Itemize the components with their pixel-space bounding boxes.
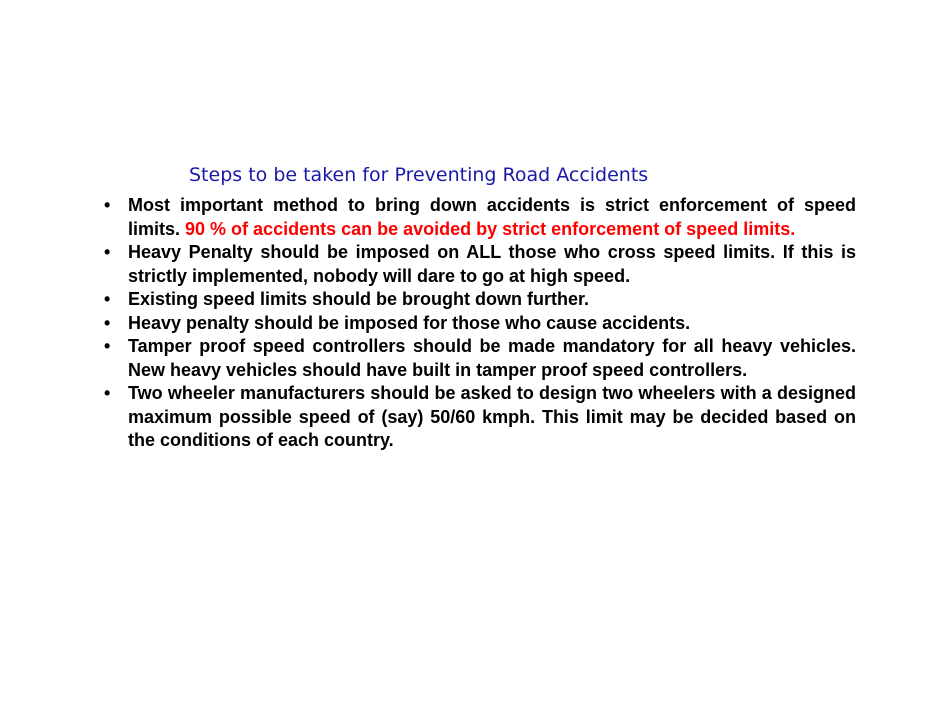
bullet-text: Heavy Penalty should be imposed on ALL those who cross speed limits. If this is strictly implemented, nobody will dare to go at high speed. [128, 242, 856, 286]
bullet-icon: • [104, 383, 111, 403]
bullet-icon: • [104, 336, 111, 356]
bullet-emphasis-text: 90 % of accidents can be avoided by strict enforcement of speed limits. [185, 218, 796, 239]
bullet-item-speed-enforcement [104, 194, 856, 241]
bullet-icon: • [104, 312, 111, 333]
bullet-item-speed-controllers [104, 335, 856, 382]
bullet-text: Most important method to bring down accidents is strict enforcement of speed limits. [128, 195, 856, 239]
bullet-text: Heavy penalty should be imposed for those who cause accidents. [128, 312, 691, 333]
bullet-item-two-wheelers [104, 382, 856, 453]
slide-title: Steps to be taken for Preventing Road Accidents [189, 164, 649, 186]
bullet-item-lower-limits [104, 288, 856, 312]
bullet-list [104, 194, 856, 453]
bullet-icon: • [104, 289, 111, 309]
bullet-text: Existing speed limits should be brought down further. [128, 289, 590, 309]
bullet-icon: • [104, 195, 111, 215]
bullet-text: Two wheeler manufacturers should be asked to design two wheelers with a designed maximum possible speed of (say) 50/60 kmph. This limit may be decided based on the conditions of each country. [128, 383, 856, 450]
bullet-item-heavy-penalty [104, 241, 856, 288]
bullet-icon: • [104, 242, 111, 262]
bullet-text: Tamper proof speed controllers should be made mandatory for all heavy vehicles. New heavy vehicles should have built in tamper proof speed controllers. [128, 336, 856, 380]
bullet-item-penalty-accidents [104, 312, 856, 336]
